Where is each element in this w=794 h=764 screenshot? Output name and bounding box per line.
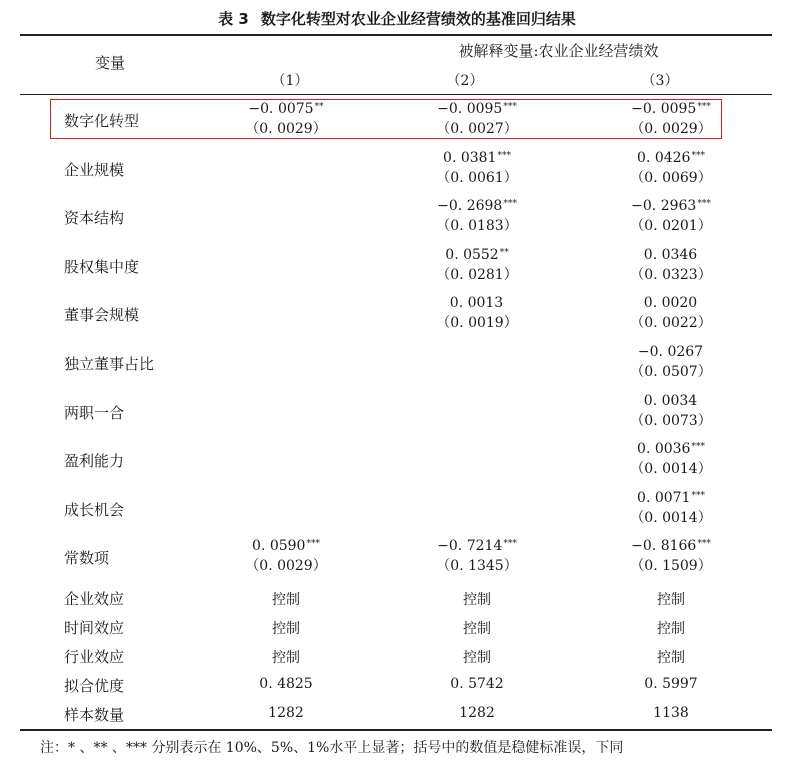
summary-cell: 控制 xyxy=(657,592,685,608)
header-dependent-variable: 被解释变量:农业企业经营绩效 xyxy=(458,42,659,60)
table-caption xyxy=(0,8,794,29)
row-label: 企业规模 xyxy=(64,160,125,179)
summary-cell: 1282 xyxy=(459,705,495,721)
significance-stars: *** xyxy=(691,490,705,501)
coefficient-value: −0. 0267 xyxy=(637,344,704,360)
table-row xyxy=(0,342,794,382)
summary-cell: 控制 xyxy=(272,592,300,608)
standard-error: （0. 0027） xyxy=(436,121,518,137)
coefficient-value: 0. 0346 xyxy=(643,246,698,263)
coefficient-cell xyxy=(596,536,746,576)
row-label: 成长机会 xyxy=(64,500,125,519)
summary-cell: 控制 xyxy=(272,650,300,666)
coefficient-value: 0. 0034 xyxy=(643,392,698,409)
summary-cell: 控制 xyxy=(463,621,491,637)
coefficient-cell xyxy=(596,488,746,528)
summary-cell: 控制 xyxy=(657,621,685,637)
coefficient-cell xyxy=(402,293,552,333)
table-title: 数字化转型对农业企业经营绩效的基准回归结果 xyxy=(260,10,576,28)
significance-stars: ** xyxy=(499,247,509,258)
coefficient-value: 0. 0020 xyxy=(643,295,698,312)
row-label: 行业效应 xyxy=(64,648,125,666)
significance-stars: *** xyxy=(691,150,705,161)
table-row xyxy=(0,488,794,528)
summary-row xyxy=(0,586,794,610)
coefficient-cell xyxy=(402,245,552,285)
row-label: 样本数量 xyxy=(64,706,125,724)
header-rule xyxy=(20,94,772,95)
coefficient-value: 0. 0552 xyxy=(445,246,499,263)
coefficient-value: 0. 0590 xyxy=(252,538,306,555)
row-label: 盈利能力 xyxy=(64,452,125,471)
coefficient-cell xyxy=(596,293,746,333)
significance-stars: *** xyxy=(306,539,320,550)
row-label: 资本结构 xyxy=(64,209,125,228)
significance-stars: *** xyxy=(497,150,511,161)
summary-row xyxy=(0,615,794,639)
coefficient-cell xyxy=(596,196,746,236)
coefficient-cell xyxy=(596,391,746,431)
coefficient-cell xyxy=(596,439,746,479)
significance-stars: ** xyxy=(314,102,324,112)
row-label: 数字化转型 xyxy=(64,112,140,130)
coefficient-value: 0. 0036 xyxy=(637,441,691,458)
coefficient-cell xyxy=(402,196,552,236)
standard-error: （0. 0029） xyxy=(630,121,712,137)
coefficient-cell xyxy=(596,342,746,382)
coefficient-value: 0. 0381 xyxy=(443,149,497,166)
coefficient-value: 0. 0426 xyxy=(637,149,691,166)
standard-error: （0. 0069） xyxy=(630,169,712,186)
table-row xyxy=(0,148,794,188)
standard-error: （0. 0014） xyxy=(630,461,712,478)
summary-cell: 控制 xyxy=(463,650,491,666)
standard-error: （0. 0029） xyxy=(245,121,327,137)
coefficient-value: −0. 0075 xyxy=(248,101,314,117)
summary-cell: 控制 xyxy=(272,621,300,637)
significance-stars: *** xyxy=(503,102,517,112)
coefficient-value: 0. 0013 xyxy=(449,295,504,312)
coefficient-value: −0. 8166 xyxy=(631,538,697,555)
row-label: 两职一合 xyxy=(64,403,125,422)
summary-row xyxy=(0,673,794,697)
significance-stars: *** xyxy=(697,102,711,112)
summary-row xyxy=(0,702,794,726)
standard-error: （0. 0014） xyxy=(630,509,712,526)
row-label: 拟合优度 xyxy=(64,677,125,695)
standard-error: （0. 0323） xyxy=(630,266,712,283)
bottom-rule xyxy=(20,729,772,731)
table-row xyxy=(0,536,794,576)
coefficient-cell xyxy=(402,536,552,576)
table-row xyxy=(0,245,794,285)
standard-error: （0. 0183） xyxy=(436,218,518,235)
coefficient-value: −0. 0095 xyxy=(631,101,697,117)
row-label: 独立董事占比 xyxy=(64,355,155,373)
column-number-1: （1） xyxy=(271,73,309,89)
coefficient-cell xyxy=(596,148,746,188)
summary-cell: 0. 5997 xyxy=(644,676,698,692)
table-row xyxy=(0,439,794,479)
significance-stars: *** xyxy=(503,539,517,550)
standard-error: （0. 0029） xyxy=(245,558,327,575)
summary-cell: 1282 xyxy=(268,705,304,721)
table-row xyxy=(0,293,794,333)
standard-error: （0. 0022） xyxy=(630,315,712,332)
coefficient-value: −0. 0095 xyxy=(437,101,503,117)
standard-error: （0. 0073） xyxy=(630,412,712,429)
summary-cell: 控制 xyxy=(657,650,685,666)
row-label: 企业效应 xyxy=(64,590,125,608)
row-label: 时间效应 xyxy=(64,619,125,637)
coefficient-cell xyxy=(596,245,746,285)
significance-stars: *** xyxy=(697,539,711,550)
standard-error: （0. 1345） xyxy=(436,558,518,575)
coefficient-cell xyxy=(402,148,552,188)
significance-stars: *** xyxy=(691,442,705,453)
top-rule xyxy=(20,34,772,36)
column-number-3: （3） xyxy=(641,73,679,89)
table-number: 表 3 xyxy=(218,10,249,28)
coefficient-value: −0. 7214 xyxy=(437,538,503,555)
table-note: 注：* 、** 、*** 分别表示在 10%、5%、1%水平上显著；括号中的数值是稳健标准误，下同 xyxy=(40,740,624,756)
standard-error: （0. 0281） xyxy=(436,266,518,283)
table-row xyxy=(0,196,794,236)
row-label: 董事会规模 xyxy=(64,306,140,325)
summary-cell: 1138 xyxy=(653,705,689,721)
coefficient-cell xyxy=(211,536,361,576)
header-variable: 变量 xyxy=(95,54,126,72)
summary-cell: 控制 xyxy=(463,592,491,608)
standard-error: （0. 1509） xyxy=(630,558,712,575)
significance-stars: *** xyxy=(503,199,517,210)
coefficient-value: 0. 0071 xyxy=(637,489,691,506)
standard-error: （0. 0507） xyxy=(630,364,712,380)
coefficient-value: −0. 2698 xyxy=(437,198,503,215)
row-label: 常数项 xyxy=(64,549,110,568)
summary-cell: 0. 4825 xyxy=(259,676,313,692)
summary-cell: 0. 5742 xyxy=(450,676,504,692)
standard-error: （0. 0019） xyxy=(436,315,518,332)
highlight-box xyxy=(50,99,722,139)
significance-stars: *** xyxy=(697,199,711,210)
table-row xyxy=(0,391,794,431)
row-label: 股权集中度 xyxy=(64,257,140,276)
standard-error: （0. 0201） xyxy=(630,218,712,235)
coefficient-value: −0. 2963 xyxy=(631,198,697,215)
standard-error: （0. 0061） xyxy=(436,169,518,186)
column-number-2: （2） xyxy=(446,73,484,89)
summary-row xyxy=(0,644,794,668)
